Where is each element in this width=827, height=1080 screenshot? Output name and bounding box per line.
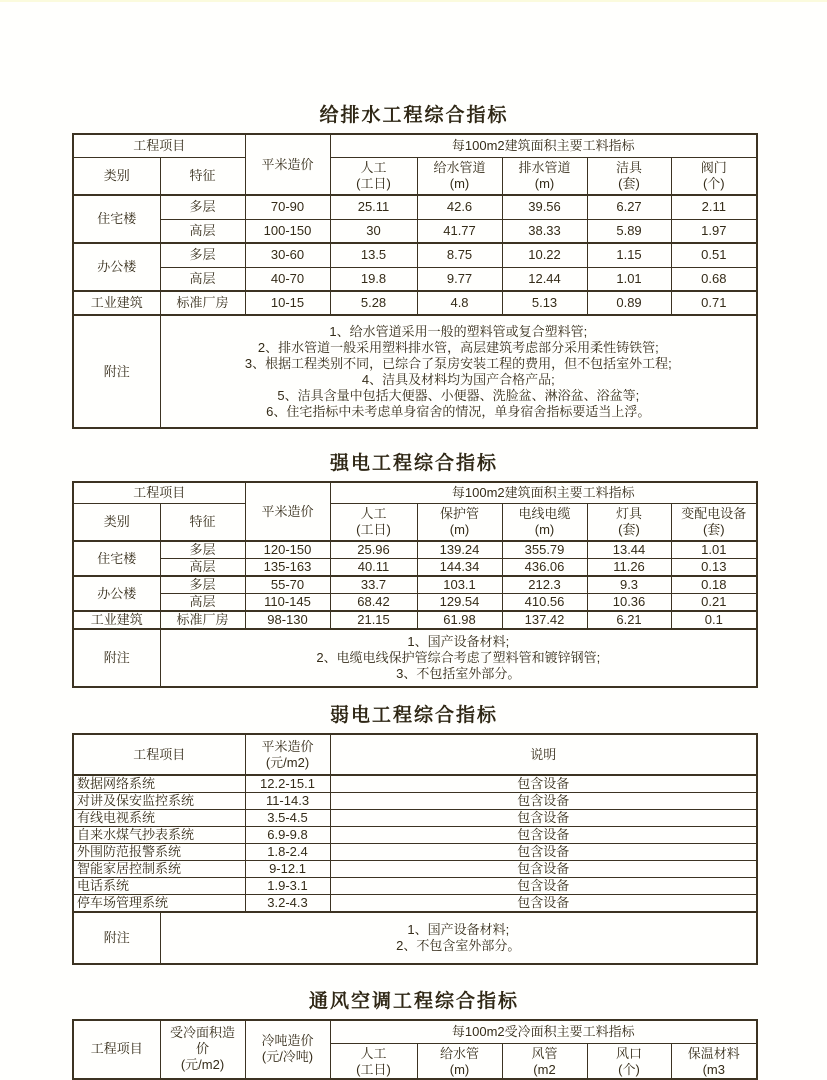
- system-name-cell: 智能家居控制系统: [73, 861, 245, 878]
- notes-row: [73, 912, 757, 964]
- strong-electric-table: [72, 481, 758, 688]
- note-line: 1、国产设备材料;: [407, 634, 510, 649]
- value-cell: 10.36: [587, 594, 671, 612]
- value-cell: 139.24: [417, 541, 502, 559]
- value-cell: 1.01: [671, 541, 757, 559]
- col-name: 平米造价: [261, 738, 314, 754]
- value-cell: 33.7: [330, 576, 417, 594]
- col-unit: (m): [534, 175, 555, 191]
- table-row: [73, 827, 757, 844]
- value-cell: 144.34: [417, 559, 502, 577]
- feature-cell: 多层: [160, 576, 245, 594]
- header-col-labor: [330, 157, 417, 195]
- table-subheader-row: [73, 503, 757, 541]
- cost-cell: 135-163: [245, 559, 330, 577]
- header-group: 每100m2建筑面积主要工料指标: [330, 482, 757, 503]
- note-line: 2、不包含室外部分。: [396, 938, 521, 953]
- col-name: 灯具: [616, 505, 643, 521]
- header-feature: 特征: [160, 157, 245, 195]
- col-name: 保温材料: [687, 1045, 740, 1061]
- value-cell: 0.21: [671, 594, 757, 612]
- note-line: 2、电缆电线保护管综合考虑了塑料管和镀锌钢管;: [316, 650, 601, 665]
- header-category: 类别: [73, 503, 160, 541]
- header-area-cost: [160, 1020, 245, 1079]
- cost-cell: 40-70: [245, 267, 330, 291]
- value-cell: 0.1: [671, 611, 757, 629]
- value-cell: 6.27: [587, 195, 671, 219]
- feature-cell: 多层: [160, 195, 245, 219]
- notes-row: [73, 315, 757, 428]
- col-name: 排水管道: [518, 159, 571, 175]
- note-line: 2、排水管道一般采用塑料排水管，高层建筑考虑部分采用柔性铸铁管;: [257, 339, 659, 355]
- table-row: [73, 810, 757, 827]
- table-row: [73, 267, 757, 291]
- col-name: 给水管: [439, 1045, 479, 1061]
- col-unit: (个): [702, 175, 725, 191]
- value-cell: 1.01: [587, 267, 671, 291]
- header-project: 工程项目: [73, 1020, 160, 1079]
- value-cell: 4.8: [417, 291, 502, 315]
- system-name-cell: 外围防范报警系统: [73, 844, 245, 861]
- category-cell: 办公楼: [73, 243, 160, 291]
- feature-cell: 标准厂房: [160, 611, 245, 629]
- value-cell: 129.54: [417, 594, 502, 612]
- category-cell: 住宅楼: [73, 541, 160, 576]
- col-name: 阀门: [700, 159, 727, 175]
- note-line: 5、洁具含量中包括大便器、小便器、洗脸盆、淋浴盆、浴盆等;: [277, 387, 640, 403]
- header-col-air-outlet: [587, 1043, 671, 1079]
- table-row: [73, 559, 757, 577]
- system-name-cell: 电话系统: [73, 878, 245, 895]
- value-cell: 61.98: [417, 611, 502, 629]
- col-name: 给水管道: [433, 159, 486, 175]
- value-cell: 30: [330, 219, 417, 243]
- header-group: 每100m2建筑面积主要工料指标: [330, 134, 757, 157]
- cost-cell: 120-150: [245, 541, 330, 559]
- value-cell: 68.42: [330, 594, 417, 612]
- col-unit: (m): [449, 521, 470, 537]
- header-col-cable: [502, 503, 587, 541]
- water-drainage-table: [72, 133, 758, 429]
- cost-cell: 3.5-4.5: [245, 810, 330, 827]
- col-name: 保护管: [440, 505, 480, 521]
- note-line: 3、不包括室外部分。: [396, 666, 521, 681]
- table-row: [73, 195, 757, 219]
- header-col-drain-pipe: [502, 157, 587, 195]
- col-unit: (个): [618, 1061, 640, 1077]
- col-unit: (元/m2): [265, 754, 310, 770]
- value-cell: 212.3: [502, 576, 587, 594]
- value-cell: 9.77: [417, 267, 502, 291]
- cost-cell: 70-90: [245, 195, 330, 219]
- table-header-row: [73, 1020, 757, 1043]
- value-cell: 0.18: [671, 576, 757, 594]
- table-row: [73, 611, 757, 629]
- value-cell: 6.21: [587, 611, 671, 629]
- cost-cell: 1.9-3.1: [245, 878, 330, 895]
- header-col-supply-pipe: [417, 157, 502, 195]
- table-subheader-row: [73, 157, 757, 195]
- value-cell: 19.8: [330, 267, 417, 291]
- feature-cell: 高层: [160, 219, 245, 243]
- cost-cell: 10-15: [245, 291, 330, 315]
- header-group: 每100m2受冷面积主要工料指标: [330, 1020, 757, 1043]
- notes-label: 附注: [73, 912, 160, 964]
- header-col-labor: [330, 1043, 417, 1079]
- hvac-table: [72, 1019, 758, 1080]
- col-unit: (m3: [702, 1061, 725, 1077]
- col-name: 人工: [360, 1045, 387, 1061]
- system-name-cell: 数据网络系统: [73, 775, 245, 793]
- value-cell: 25.11: [330, 195, 417, 219]
- value-cell: 1.97: [671, 219, 757, 243]
- value-cell: 21.15: [330, 611, 417, 629]
- description-cell: 包含设备: [330, 827, 757, 844]
- header-description: 说明: [330, 734, 757, 775]
- value-cell: 9.3: [587, 576, 671, 594]
- cost-cell: 3.2-4.3: [245, 895, 330, 913]
- header-project: 工程项目: [73, 134, 245, 157]
- category-cell: 住宅楼: [73, 195, 160, 243]
- description-cell: 包含设备: [330, 775, 757, 793]
- table-row: [73, 243, 757, 267]
- value-cell: 410.56: [502, 594, 587, 612]
- value-cell: 40.11: [330, 559, 417, 577]
- value-cell: 0.89: [587, 291, 671, 315]
- notes-label: 附注: [73, 629, 160, 687]
- feature-cell: 多层: [160, 243, 245, 267]
- category-cell: 办公楼: [73, 576, 160, 611]
- header-col-insulation: [671, 1043, 757, 1079]
- table-row: [73, 594, 757, 612]
- feature-cell: 高层: [160, 559, 245, 577]
- value-cell: 1.15: [587, 243, 671, 267]
- value-cell: 42.6: [417, 195, 502, 219]
- description-cell: 包含设备: [330, 895, 757, 913]
- header-col-transformer: [671, 503, 757, 541]
- description-cell: 包含设备: [330, 878, 757, 895]
- table4-title: 通风空调工程综合指标: [308, 991, 519, 1012]
- value-cell: 0.51: [671, 243, 757, 267]
- col-unit: (m): [449, 1061, 470, 1077]
- note-line: 3、根据工程类别不同，已综合了泵房安装工程的费用，但不包括室外工程;: [244, 355, 672, 371]
- value-cell: 355.79: [502, 541, 587, 559]
- category-cell: 工业建筑: [73, 291, 160, 315]
- description-cell: 包含设备: [330, 810, 757, 827]
- notes-cell: [160, 912, 757, 964]
- header-col-air-duct: [502, 1043, 587, 1079]
- table-row: [73, 576, 757, 594]
- note-line: 4、洁具及材料均为国产合格产品;: [361, 371, 555, 387]
- header-category: 类别: [73, 157, 160, 195]
- cost-cell: 55-70: [245, 576, 330, 594]
- table3-title: 弱电工程综合指标: [329, 705, 498, 726]
- note-line: 1、国产设备材料;: [407, 922, 510, 937]
- value-cell: 5.13: [502, 291, 587, 315]
- notes-label: 附注: [73, 315, 160, 428]
- table-row: [73, 219, 757, 243]
- value-cell: 8.75: [417, 243, 502, 267]
- description-cell: 包含设备: [330, 793, 757, 810]
- col-unit: (工日): [356, 175, 391, 191]
- value-cell: 137.42: [502, 611, 587, 629]
- feature-cell: 标准厂房: [160, 291, 245, 315]
- system-name-cell: 有线电视系统: [73, 810, 245, 827]
- col-name: 冷吨造价: [261, 1033, 314, 1049]
- header-col-lamps: [587, 503, 671, 541]
- cost-cell: 11-14.3: [245, 793, 330, 810]
- col-unit: (m2: [533, 1061, 556, 1077]
- notes-cell: [160, 629, 757, 687]
- table-header-row: [73, 134, 757, 157]
- value-cell: 0.13: [671, 559, 757, 577]
- header-ton-cost: [245, 1020, 330, 1079]
- table-header-row: [73, 482, 757, 503]
- header-project: 工程项目: [73, 482, 245, 503]
- col-name: 人工: [360, 159, 387, 175]
- cost-cell: 98-130: [245, 611, 330, 629]
- table-header-row: [73, 734, 757, 775]
- col-name: 人工: [360, 505, 387, 521]
- header-col-fixtures: [587, 157, 671, 195]
- header-col-conduit: [417, 503, 502, 541]
- system-name-cell: 自来水煤气抄表系统: [73, 827, 245, 844]
- header-feature: 特征: [160, 503, 245, 541]
- table-row: [73, 541, 757, 559]
- value-cell: 13.44: [587, 541, 671, 559]
- col-unit: (套): [618, 175, 640, 191]
- table-row: [73, 775, 757, 793]
- col-unit: (套): [618, 521, 640, 537]
- col-name: 洁具: [616, 159, 643, 175]
- value-cell: 11.26: [587, 559, 671, 577]
- weak-electric-table: [72, 733, 758, 965]
- cost-cell: 12.2-15.1: [245, 775, 330, 793]
- col-name: 电线电缆: [518, 505, 571, 521]
- value-cell: 12.44: [502, 267, 587, 291]
- notes-row: [73, 629, 757, 687]
- value-cell: 2.11: [671, 195, 757, 219]
- value-cell: 0.71: [671, 291, 757, 315]
- header-project: 工程项目: [73, 734, 245, 775]
- value-cell: 25.96: [330, 541, 417, 559]
- cost-cell: 6.9-9.8: [245, 827, 330, 844]
- cost-cell: 110-145: [245, 594, 330, 612]
- col-unit: (元/冷吨): [261, 1049, 314, 1065]
- table-row: [73, 878, 757, 895]
- col-name: 风管: [531, 1045, 558, 1061]
- value-cell: 41.77: [417, 219, 502, 243]
- cost-cell: 9-12.1: [245, 861, 330, 878]
- cost-cell: 1.8-2.4: [245, 844, 330, 861]
- value-cell: 5.89: [587, 219, 671, 243]
- header-col-valves: [671, 157, 757, 195]
- table2-title: 强电工程综合指标: [329, 453, 498, 474]
- system-name-cell: 停车场管理系统: [73, 895, 245, 913]
- table1-title: 给排水工程综合指标: [319, 105, 509, 126]
- col-unit: (工日): [356, 1061, 391, 1077]
- table-row: [73, 291, 757, 315]
- table-row: [73, 895, 757, 913]
- note-line: 1、给水管道采用一般的塑料管或复合塑料管;: [329, 323, 588, 339]
- system-name-cell: 对讲及保安监控系统: [73, 793, 245, 810]
- col-unit: (元/m2): [180, 1057, 225, 1073]
- value-cell: 103.1: [417, 576, 502, 594]
- feature-cell: 高层: [160, 594, 245, 612]
- value-cell: 10.22: [502, 243, 587, 267]
- table-row: [73, 861, 757, 878]
- header-cost: 平米造价: [245, 482, 330, 541]
- feature-cell: 高层: [160, 267, 245, 291]
- value-cell: 38.33: [502, 219, 587, 243]
- value-cell: 0.68: [671, 267, 757, 291]
- header-col-labor: [330, 503, 417, 541]
- category-cell: 工业建筑: [73, 611, 160, 629]
- description-cell: 包含设备: [330, 861, 757, 878]
- value-cell: 39.56: [502, 195, 587, 219]
- cost-cell: 100-150: [245, 219, 330, 243]
- col-unit: (m): [534, 521, 555, 537]
- document-body: [72, 2, 756, 1080]
- col-unit: (工日): [356, 521, 391, 537]
- value-cell: 5.28: [330, 291, 417, 315]
- table-row: [73, 844, 757, 861]
- value-cell: 13.5: [330, 243, 417, 267]
- col-unit: (m): [449, 175, 470, 191]
- col-unit: (套): [702, 521, 725, 537]
- table-row: [73, 793, 757, 810]
- note-line: 6、住宅指标中未考虑单身宿舍的情况，单身宿舍指标要适当上浮。: [266, 403, 651, 419]
- header-cost: 平米造价: [245, 134, 330, 195]
- description-cell: 包含设备: [330, 844, 757, 861]
- col-name: 变配电设备: [681, 505, 747, 521]
- cost-cell: 30-60: [245, 243, 330, 267]
- header-col-water-pipe: [417, 1043, 502, 1079]
- value-cell: 436.06: [502, 559, 587, 577]
- notes-cell: [160, 315, 757, 428]
- feature-cell: 多层: [160, 541, 245, 559]
- header-cost: [245, 734, 330, 775]
- col-name: 风口: [615, 1045, 642, 1061]
- col-name: 受冷面积造价: [169, 1025, 235, 1057]
